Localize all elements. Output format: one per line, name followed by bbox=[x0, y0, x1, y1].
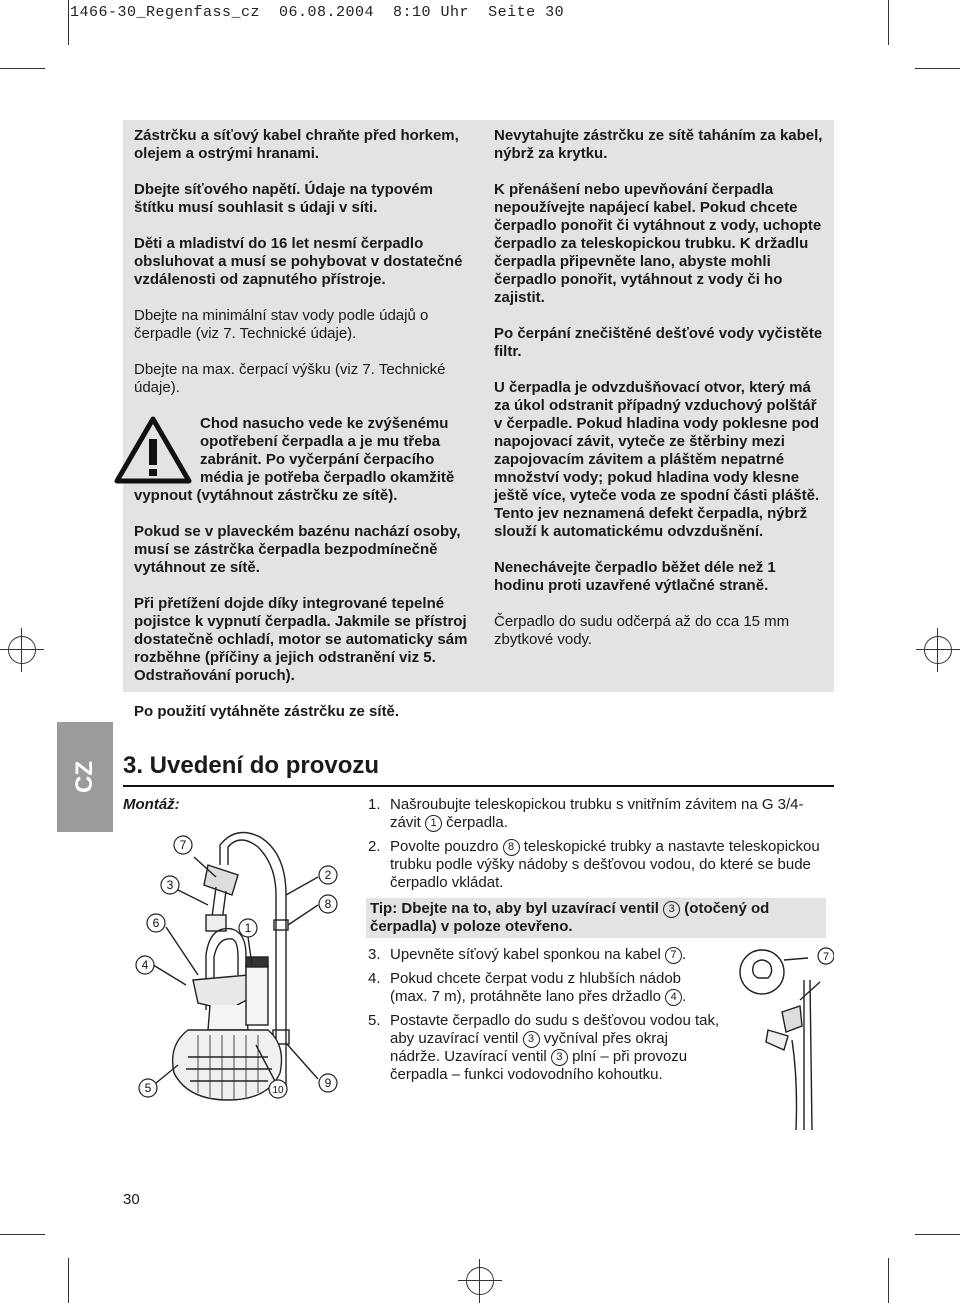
safety-paragraph: Děti a mladiství do 16 let nesmí čerpadlo obsluhovat a musí se pohybovat v dostatečné vzdálenosti od zapnutého přístroje. bbox=[134, 235, 463, 288]
warning-block bbox=[134, 415, 472, 505]
step-text: Pokud chcete čerpat vodu z hlubších nádob (max. 7 m), protáhněte lano přes držadlo bbox=[390, 970, 682, 1005]
safety-paragraph: Při přetížení dojde díky integrované tepelné pojistce k vypnutí čerpadla. Jakmile se přístroj dostatečně ochladí, motor se automaticky sám rozběhne (příčiny a jejich odstranění viz 5. Odstraňování poruch). bbox=[134, 595, 468, 684]
safety-left-column bbox=[134, 127, 472, 739]
diagram-label-9: 9 bbox=[324, 1076, 332, 1090]
crop-mark bbox=[915, 68, 960, 69]
step-item bbox=[368, 946, 722, 964]
diagram-label-7: 7 bbox=[179, 838, 187, 852]
cable-diagram-label-7: 7 bbox=[822, 951, 830, 963]
safety-paragraph: Po čerpání znečištěné dešťové vody vyčistěte filtr. bbox=[494, 325, 823, 360]
crop-mark bbox=[0, 1234, 45, 1235]
ref-marker: 3 bbox=[663, 901, 680, 918]
safety-paragraph: Dbejte síťového napětí. Údaje na typovém štítku musí souhlasit s údaji v síti. bbox=[134, 181, 433, 216]
language-tab-label: CZ bbox=[71, 761, 98, 793]
step-item bbox=[368, 970, 722, 1006]
step-text: teleskopické trubky a nastavte teleskopickou trubku podle výšky nádoby s dešťovou vodou, do které se bude čerpadlo vkládat. bbox=[390, 838, 820, 891]
step-text: Upevněte síťový kabel sponkou na kabel bbox=[390, 946, 665, 963]
warning-text-indented: Chod nasucho vede ke zvýšenému opotřebení čerpadla a je mu třeba zabránit. Po vyčerpání čerpacího média je potřeba čerpadlo okamžitě bbox=[200, 415, 455, 486]
safety-paragraph: Pokud se v plaveckém bazénu nachází osoby, musí se zástrčka čerpadla bezpodmínečně vytáhnout ze sítě. bbox=[134, 523, 461, 576]
step-number: 4. bbox=[368, 970, 381, 987]
step-number: 3. bbox=[368, 946, 381, 963]
tip-text: Tip: Dbejte na to, aby byl uzavírací ventil bbox=[370, 900, 664, 917]
safety-paragraph: Dbejte na minimální stav vody podle údajů o čerpadle (viz 7. Technické údaje). bbox=[134, 307, 429, 342]
diagram-label-10: 10 bbox=[272, 1085, 284, 1096]
print-header: 1466-30_Regenfass_cz 06.08.2004 8:10 Uhr Seite 30 bbox=[70, 4, 565, 21]
safety-paragraph: K přenášení nebo upevňování čerpadla nepoužívejte napájecí kabel. Pokud chcete čerpadlo ponořit či vytáhnout z vody, uchopte čerpadlo za teleskopickou trubku. K držadlu čerpadla připevněte lano, abyste mohli čerpadlo ponořit, vytáhnout z vody či ho zajistit. bbox=[494, 181, 822, 306]
diagram-label-3: 3 bbox=[166, 878, 174, 892]
diagram-label-5: 5 bbox=[144, 1081, 152, 1095]
step-item bbox=[368, 838, 828, 892]
ref-marker: 4 bbox=[665, 989, 682, 1006]
crop-mark bbox=[888, 0, 889, 45]
step-text: plní – při provozu čerpadla – funkci vodovodního kohoutku. bbox=[390, 1048, 688, 1083]
safety-paragraph: Po použití vytáhněte zástrčku ze sítě. bbox=[134, 703, 400, 720]
page-number: 30 bbox=[123, 1191, 140, 1208]
diagram-label-2: 2 bbox=[324, 868, 332, 882]
step-text: . bbox=[681, 946, 687, 963]
crop-mark bbox=[68, 0, 69, 45]
tip-text: (otočený od čerpadla) v poloze otevřeno. bbox=[370, 900, 770, 935]
diagram-label-1: 1 bbox=[244, 921, 252, 935]
warning-text-tail: vypnout (vytáhnout zástrčku ze sítě). bbox=[134, 487, 398, 504]
step-text: Našroubujte teleskopickou trubku s vnitřním závitem na G 3/4-závit bbox=[390, 796, 804, 831]
safety-paragraph: Nevytahujte zástrčku ze sítě taháním za kabel, nýbrž za krytku. bbox=[494, 127, 823, 162]
safety-paragraph: Zástrčku a síťový kabel chraňte před horkem, olejem a ostrými hranami. bbox=[134, 127, 459, 162]
diagram-label-8: 8 bbox=[324, 897, 332, 911]
step-number: 1. bbox=[368, 796, 381, 813]
step-text: vyčníval přes okraj nádrže. Uzavírací ventil bbox=[390, 1030, 668, 1065]
ref-marker: 1 bbox=[425, 815, 442, 832]
step-text: čerpadla. bbox=[442, 814, 508, 831]
safety-paragraph: Čerpadlo do sudu odčerpá až do cca 15 mm zbytkové vody. bbox=[494, 613, 790, 648]
step-text: . bbox=[682, 988, 687, 1005]
step-item bbox=[368, 1012, 722, 1084]
registration-mark bbox=[458, 1259, 502, 1303]
registration-mark bbox=[916, 628, 960, 672]
step-number: 2. bbox=[368, 838, 381, 855]
language-tab bbox=[57, 722, 113, 832]
section-title: 3. Uvedení do provozu bbox=[123, 752, 380, 779]
step-text: Postavte čerpadlo do sudu s dešťovou vodou tak, aby uzavírací ventil bbox=[390, 1012, 720, 1047]
ref-marker: 3 bbox=[551, 1049, 568, 1066]
step-number: 5. bbox=[368, 1012, 381, 1029]
safety-paragraph: U čerpadla je odvzdušňovací otvor, který má za úkol odstranit případný vzduchový polštář v čerpadle. Pokud hladina vody poklesne pod napojovací závit, vyteče ze štěrbiny mezi zapojovacím závitem a pláštěm nepatrné množství vody; pokud hladina vody klesne ještě více, vyteče voda ze spodní části pláště. Tento jev neznamená defekt čerpadla, nýbrž slouží k automatickému odvzdušnění. bbox=[494, 379, 820, 540]
crop-mark bbox=[888, 1258, 889, 1303]
cable-clip-diagram bbox=[722, 940, 834, 1130]
safety-right-column bbox=[494, 127, 828, 667]
diagram-label-4: 4 bbox=[141, 958, 149, 972]
warning-triangle-icon bbox=[114, 415, 192, 485]
registration-mark bbox=[0, 628, 44, 672]
step-item bbox=[368, 796, 828, 832]
ref-marker: 3 bbox=[523, 1031, 540, 1048]
crop-mark bbox=[68, 1258, 69, 1303]
crop-mark bbox=[915, 1234, 960, 1235]
assembly-label: Montáž: bbox=[123, 796, 180, 813]
safety-paragraph: Nenechávejte čerpadlo běžet déle než 1 hodinu proti uzavřené výtlačné straně. bbox=[494, 559, 776, 594]
tip-box bbox=[366, 898, 826, 938]
ref-marker: 8 bbox=[503, 839, 520, 856]
crop-mark bbox=[0, 68, 45, 69]
step-text: Povolte pouzdro bbox=[390, 838, 503, 855]
ref-marker: 7 bbox=[665, 947, 682, 964]
diagram-label-6: 6 bbox=[152, 916, 160, 930]
pump-assembly-diagram bbox=[128, 825, 353, 1110]
title-underline bbox=[123, 785, 834, 787]
safety-paragraph: Dbejte na max. čerpací výšku (viz 7. Technické údaje). bbox=[134, 361, 446, 396]
